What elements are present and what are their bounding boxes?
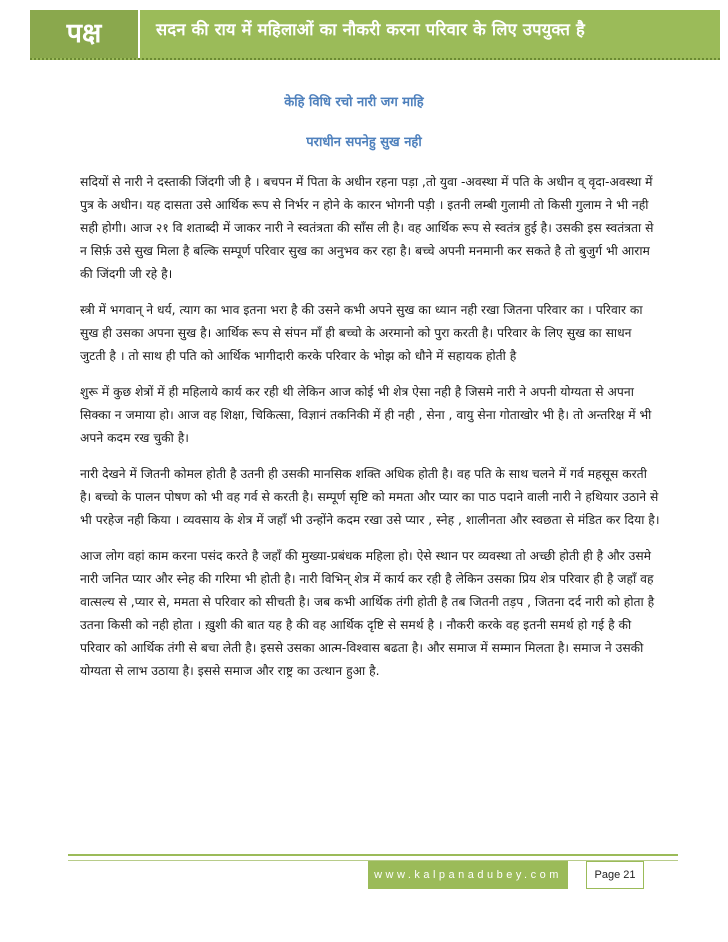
page-number: Page 21 (586, 861, 644, 889)
doha-line-1: केहि विधि रचो नारी जग माहि (284, 95, 424, 110)
paragraph-2: स्त्री में भगवान् ने धर्य, त्याग का भाव इतना भरा है की उसने कभी अपने सुख का ध्यान नही रखा जितना परिवार का । परिवार का सुख ही उसका अपना सुख है। आर्थिक रूप से संपन माँ ही बच्चो के अरमानो को पुरा करती है। परिवार के लिए सुख का साधन जुटती है । तो साथ ही पति को आर्थिक भागीदारी करके परिवार के भोझ को धौने में सहायक होती है (80, 303, 643, 363)
page-title: सदन की राय में महिलाओं का नौकरी करना परिवार के लिए उपयुक्त है (156, 20, 585, 39)
doha-line-2: पराधीन सपनेहु सुख नही (306, 135, 422, 150)
header-bar (30, 10, 720, 60)
paragraph-1: सदियों से नारी ने दस्ताकी जिंदगी जी है । बचपन में पिता के अधीन रहना पड़ा ,तो युवा -अवस्था में पति के अधीन व् वृदा-अवस्था में पुत्र के अधीन। यह दासता उसे आर्थिक रूप से निर्भर न होने के कारन भोगनी पड़ी । इतनी लम्बी गुलामी तो किसी गुलाम ने भी नही सही होगी। आज २१ वि शताब्दी में जाकर नारी ने स्वतंत्रता की साँस ली है। वह आर्थिक रूप से स्वतंत्र हुई है। उसकी इस स्वतंत्रता से न सिर्फ़ उसे सुख मिला है बल्कि सम्पूर्ण परिवार सुख का अनुभव कर रहा है। बच्चे अपनी मनमानी कर सकते है तो बुजुर्ग भी आराम की जिंदगी जी रहे है। (80, 175, 654, 281)
footer-rule (68, 854, 678, 856)
paragraph-5: आज लोग वहां काम करना पसंद करते है जहाँ की मुख्या-प्रबंधक महिला हो। ऐसे स्थान पर व्यवस्था तो अच्छी होती ही है और उसमे नारी जनित प्यार और स्नेह की गरिमा भी होती है। नारी विभिन् शेत्र में कार्य कर रही है लेकिन उसका प्रिय शेत्र परिवार ही है जहाँ वह वात्सल्य से ,प्यार से, ममता से परिवार को सीचती है। जब कभी आर्थिक तंगी होती है तब जितनी तड़प , जितना दर्द नारी को होता है उतना किसी को नही होता । ख़ुशी की बात यह है की वह आर्थिक दृष्टि से समर्थ है । नौकरी करके वह इतनी समर्थ हो गई है की परिवार को आर्थिक तंगी से बचा लेती है। इससे उसका आत्म-विश्वास बढता है। और समाज में सम्मान मिलता है। समाज ने उसकी योग्यता से लाभ उठाया है। इससे समाज और राष्ट्र का उत्थान हुआ है. (80, 549, 655, 678)
paragraph-3: शुरू में कुछ शेत्रों में ही महिलाये कार्य कर रही थी लेकिन आज कोई भी शेत्र ऐसा नही है जिसमे नारी ने अपनी योग्यता से अपना सिक्का न जमाया हो। आज वह शिक्षा, चिकित्सा, विज्ञानं तकनिकी में ही नही , सेना , वायु सेना गोताखोर भी है। तो अन्तरिक्ष में भी अपने कदम रख चुकी है। (80, 385, 652, 445)
footer (68, 860, 678, 889)
paragraph-4: नारी देखने में जितनी कोमल होती है उतनी ही उसकी मानसिक शक्ति अधिक होती है। वह पति के साथ चलने में गर्व महसूस करती है। बच्चो के पालन पोषण को भी वह गर्व से करती है। सम्पूर्ण सृष्टि को ममता और प्यार का पाठ पदाने वाली नारी ने हथियार उठाने से भी परहेज नही किया । व्यवसाय के शेत्र में जहाँ भी उन्होंने कदम रखा उसे प्यार , स्नेह , शालीनता और स्वछता से मंडित कर दिया है। (80, 467, 660, 527)
body-text (80, 171, 660, 696)
footer-website[interactable]: www.kalpanadubey.com (368, 861, 568, 889)
header-tag: पक्ष (30, 10, 140, 58)
